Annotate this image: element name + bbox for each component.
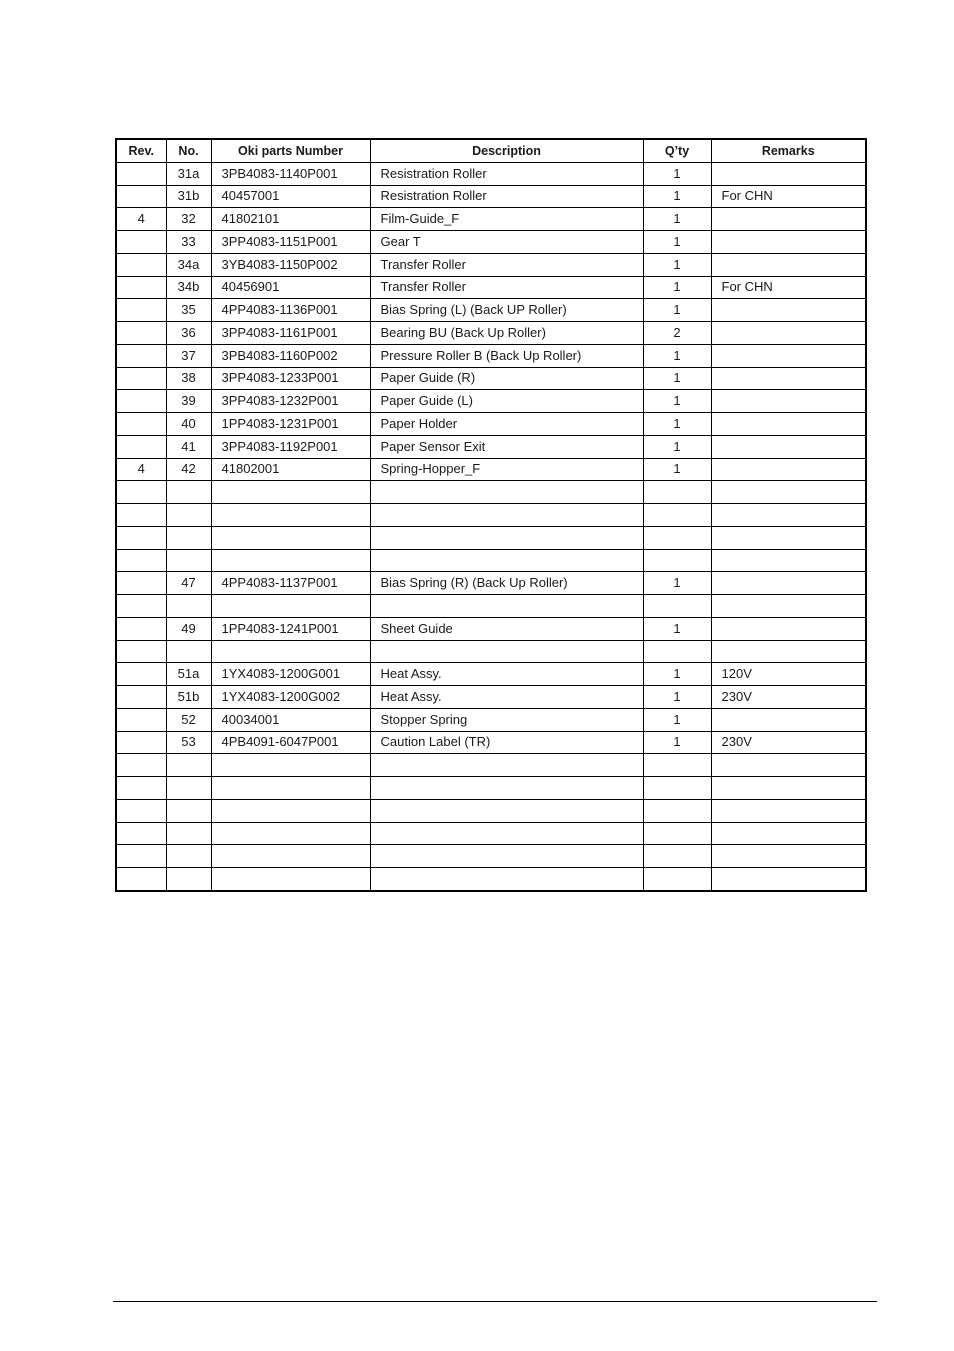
quantity-cell (643, 595, 711, 618)
part-number-cell: 41802101 (211, 208, 370, 231)
remarks-cell (711, 367, 866, 390)
part-number-cell: 1YX4083-1200G001 (211, 663, 370, 686)
part-number-cell: 3PP4083-1232P001 (211, 390, 370, 413)
rev-cell: 4 (116, 458, 166, 481)
no-cell: 32 (166, 208, 211, 231)
part-number-cell: 40457001 (211, 185, 370, 208)
no-cell: 31a (166, 162, 211, 185)
remarks-cell (711, 299, 866, 322)
remarks-cell (711, 868, 866, 891)
rev-cell (116, 162, 166, 185)
description-cell (370, 595, 643, 618)
no-cell (166, 822, 211, 845)
no-cell: 49 (166, 617, 211, 640)
no-cell: 53 (166, 731, 211, 754)
remarks-cell (711, 799, 866, 822)
quantity-cell: 1 (643, 344, 711, 367)
table-row (116, 413, 866, 436)
remarks-cell (711, 481, 866, 504)
remarks-cell: 230V (711, 686, 866, 709)
header-part-number: Oki parts Number (211, 139, 370, 162)
rev-cell (116, 185, 166, 208)
table-row (116, 572, 866, 595)
no-cell: 38 (166, 367, 211, 390)
rev-cell (116, 572, 166, 595)
table-row (116, 617, 866, 640)
remarks-cell (711, 640, 866, 663)
quantity-cell (643, 526, 711, 549)
quantity-cell (643, 777, 711, 800)
rev-cell (116, 708, 166, 731)
rev-cell (116, 686, 166, 709)
table-row (116, 231, 866, 254)
table-row (116, 708, 866, 731)
table-row (116, 162, 866, 185)
table-row (116, 481, 866, 504)
no-cell: 39 (166, 390, 211, 413)
part-number-cell (211, 777, 370, 800)
table-row (116, 731, 866, 754)
remarks-cell (711, 435, 866, 458)
description-cell: Film-Guide_F (370, 208, 643, 231)
table-row (116, 868, 866, 891)
no-cell: 47 (166, 572, 211, 595)
no-cell (166, 549, 211, 572)
no-cell: 52 (166, 708, 211, 731)
part-number-cell: 3PB4083-1140P001 (211, 162, 370, 185)
rev-cell (116, 777, 166, 800)
header-remarks: Remarks (711, 139, 866, 162)
description-cell: Paper Holder (370, 413, 643, 436)
quantity-cell: 1 (643, 231, 711, 254)
description-cell (370, 799, 643, 822)
table-row (116, 799, 866, 822)
part-number-cell (211, 822, 370, 845)
part-number-cell: 1PP4083-1241P001 (211, 617, 370, 640)
rev-cell (116, 640, 166, 663)
remarks-cell: 120V (711, 663, 866, 686)
quantity-cell: 2 (643, 322, 711, 345)
part-number-cell (211, 845, 370, 868)
remarks-cell (711, 162, 866, 185)
remarks-cell (711, 617, 866, 640)
description-cell: Resistration Roller (370, 185, 643, 208)
part-number-cell (211, 595, 370, 618)
table-row (116, 322, 866, 345)
remarks-cell (711, 413, 866, 436)
header-quantity: Q’ty (643, 139, 711, 162)
no-cell (166, 526, 211, 549)
table-row (116, 640, 866, 663)
table-row (116, 663, 866, 686)
quantity-cell (643, 504, 711, 527)
quantity-cell (643, 822, 711, 845)
table-row (116, 458, 866, 481)
description-cell: Resistration Roller (370, 162, 643, 185)
table-row (116, 777, 866, 800)
table-row (116, 549, 866, 572)
part-number-cell: 3PB4083-1160P002 (211, 344, 370, 367)
description-cell (370, 549, 643, 572)
parts-list-table (115, 138, 867, 892)
header-no: No. (166, 139, 211, 162)
remarks-cell (711, 526, 866, 549)
remarks-cell (711, 253, 866, 276)
no-cell (166, 845, 211, 868)
description-cell (370, 777, 643, 800)
no-cell: 51b (166, 686, 211, 709)
rev-cell (116, 299, 166, 322)
no-cell: 34a (166, 253, 211, 276)
rev-cell (116, 253, 166, 276)
remarks-cell (711, 231, 866, 254)
rev-cell (116, 868, 166, 891)
table-row (116, 595, 866, 618)
part-number-cell: 40456901 (211, 276, 370, 299)
no-cell (166, 640, 211, 663)
quantity-cell (643, 754, 711, 777)
description-cell: Bearing BU (Back Up Roller) (370, 322, 643, 345)
quantity-cell: 1 (643, 458, 711, 481)
quantity-cell: 1 (643, 367, 711, 390)
part-number-cell (211, 504, 370, 527)
description-cell: Transfer Roller (370, 276, 643, 299)
remarks-cell (711, 344, 866, 367)
description-cell: Paper Sensor Exit (370, 435, 643, 458)
quantity-cell (643, 845, 711, 868)
part-number-cell (211, 868, 370, 891)
rev-cell (116, 481, 166, 504)
part-number-cell (211, 481, 370, 504)
rev-cell (116, 663, 166, 686)
rev-cell: 4 (116, 208, 166, 231)
table-row (116, 754, 866, 777)
quantity-cell: 1 (643, 276, 711, 299)
header-rev: Rev. (116, 139, 166, 162)
table-row (116, 276, 866, 299)
description-cell (370, 481, 643, 504)
rev-cell (116, 526, 166, 549)
rev-cell (116, 231, 166, 254)
part-number-cell: 41802001 (211, 458, 370, 481)
quantity-cell: 1 (643, 299, 711, 322)
rev-cell (116, 799, 166, 822)
rev-cell (116, 754, 166, 777)
table-row (116, 822, 866, 845)
no-cell: 36 (166, 322, 211, 345)
no-cell: 33 (166, 231, 211, 254)
description-cell: Paper Guide (R) (370, 367, 643, 390)
table-row (116, 686, 866, 709)
table-row (116, 390, 866, 413)
rev-cell (116, 276, 166, 299)
quantity-cell: 1 (643, 708, 711, 731)
no-cell: 40 (166, 413, 211, 436)
description-cell (370, 526, 643, 549)
remarks-cell (711, 845, 866, 868)
quantity-cell: 1 (643, 686, 711, 709)
part-number-cell: 4PB4091-6047P001 (211, 731, 370, 754)
rev-cell (116, 504, 166, 527)
quantity-cell: 1 (643, 731, 711, 754)
table-row (116, 845, 866, 868)
remarks-cell: For CHN (711, 276, 866, 299)
remarks-cell (711, 322, 866, 345)
quantity-cell: 1 (643, 253, 711, 276)
rev-cell (116, 822, 166, 845)
remarks-cell (711, 549, 866, 572)
rev-cell (116, 390, 166, 413)
rev-cell (116, 595, 166, 618)
table-row (116, 208, 866, 231)
description-cell: Heat Assy. (370, 663, 643, 686)
table-row (116, 367, 866, 390)
part-number-cell: 1YX4083-1200G002 (211, 686, 370, 709)
description-cell (370, 845, 643, 868)
quantity-cell (643, 868, 711, 891)
part-number-cell: 3PP4083-1233P001 (211, 367, 370, 390)
footer-rule (113, 1301, 877, 1302)
table-row (116, 185, 866, 208)
remarks-cell (711, 822, 866, 845)
table-body (116, 162, 866, 891)
remarks-cell: 230V (711, 731, 866, 754)
description-cell (370, 754, 643, 777)
quantity-cell: 1 (643, 390, 711, 413)
remarks-cell (711, 572, 866, 595)
table-row (116, 253, 866, 276)
no-cell: 37 (166, 344, 211, 367)
no-cell: 35 (166, 299, 211, 322)
no-cell (166, 777, 211, 800)
part-number-cell (211, 799, 370, 822)
table-row (116, 299, 866, 322)
description-cell: Heat Assy. (370, 686, 643, 709)
no-cell (166, 595, 211, 618)
description-cell: Caution Label (TR) (370, 731, 643, 754)
description-cell: Pressure Roller B (Back Up Roller) (370, 344, 643, 367)
quantity-cell: 1 (643, 413, 711, 436)
part-number-cell (211, 640, 370, 663)
no-cell (166, 754, 211, 777)
table-row (116, 435, 866, 458)
rev-cell (116, 367, 166, 390)
remarks-cell (711, 777, 866, 800)
table-row (116, 504, 866, 527)
description-cell (370, 640, 643, 663)
header-description: Description (370, 139, 643, 162)
description-cell: Transfer Roller (370, 253, 643, 276)
quantity-cell: 1 (643, 162, 711, 185)
quantity-cell: 1 (643, 663, 711, 686)
description-cell: Paper Guide (L) (370, 390, 643, 413)
no-cell: 41 (166, 435, 211, 458)
remarks-cell (711, 504, 866, 527)
description-cell (370, 822, 643, 845)
quantity-cell: 1 (643, 208, 711, 231)
part-number-cell: 1PP4083-1231P001 (211, 413, 370, 436)
quantity-cell: 1 (643, 572, 711, 595)
no-cell: 34b (166, 276, 211, 299)
rev-cell (116, 549, 166, 572)
no-cell (166, 799, 211, 822)
remarks-cell (711, 458, 866, 481)
quantity-cell: 1 (643, 185, 711, 208)
rev-cell (116, 322, 166, 345)
description-cell (370, 504, 643, 527)
description-cell: Stopper Spring (370, 708, 643, 731)
table-row (116, 344, 866, 367)
description-cell: Sheet Guide (370, 617, 643, 640)
description-cell: Gear T (370, 231, 643, 254)
header-row (116, 139, 866, 162)
description-cell: Spring-Hopper_F (370, 458, 643, 481)
description-cell: Bias Spring (R) (Back Up Roller) (370, 572, 643, 595)
quantity-cell (643, 481, 711, 504)
part-number-cell: 4PP4083-1136P001 (211, 299, 370, 322)
quantity-cell: 1 (643, 617, 711, 640)
rev-cell (116, 413, 166, 436)
no-cell (166, 504, 211, 527)
remarks-cell (711, 208, 866, 231)
quantity-cell: 1 (643, 435, 711, 458)
no-cell (166, 481, 211, 504)
no-cell: 51a (166, 663, 211, 686)
description-cell: Bias Spring (L) (Back UP Roller) (370, 299, 643, 322)
part-number-cell: 3PP4083-1151P001 (211, 231, 370, 254)
part-number-cell (211, 549, 370, 572)
remarks-cell (711, 595, 866, 618)
part-number-cell: 3PP4083-1192P001 (211, 435, 370, 458)
description-cell (370, 868, 643, 891)
part-number-cell (211, 754, 370, 777)
rev-cell (116, 344, 166, 367)
rev-cell (116, 435, 166, 458)
part-number-cell: 3PP4083-1161P001 (211, 322, 370, 345)
part-number-cell (211, 526, 370, 549)
part-number-cell: 4PP4083-1137P001 (211, 572, 370, 595)
remarks-cell (711, 390, 866, 413)
quantity-cell (643, 640, 711, 663)
remarks-cell (711, 754, 866, 777)
no-cell: 42 (166, 458, 211, 481)
remarks-cell: For CHN (711, 185, 866, 208)
rev-cell (116, 731, 166, 754)
quantity-cell (643, 799, 711, 822)
no-cell: 31b (166, 185, 211, 208)
rev-cell (116, 845, 166, 868)
rev-cell (116, 617, 166, 640)
remarks-cell (711, 708, 866, 731)
part-number-cell: 3YB4083-1150P002 (211, 253, 370, 276)
quantity-cell (643, 549, 711, 572)
table-row (116, 526, 866, 549)
table-header (116, 139, 866, 162)
no-cell (166, 868, 211, 891)
part-number-cell: 40034001 (211, 708, 370, 731)
